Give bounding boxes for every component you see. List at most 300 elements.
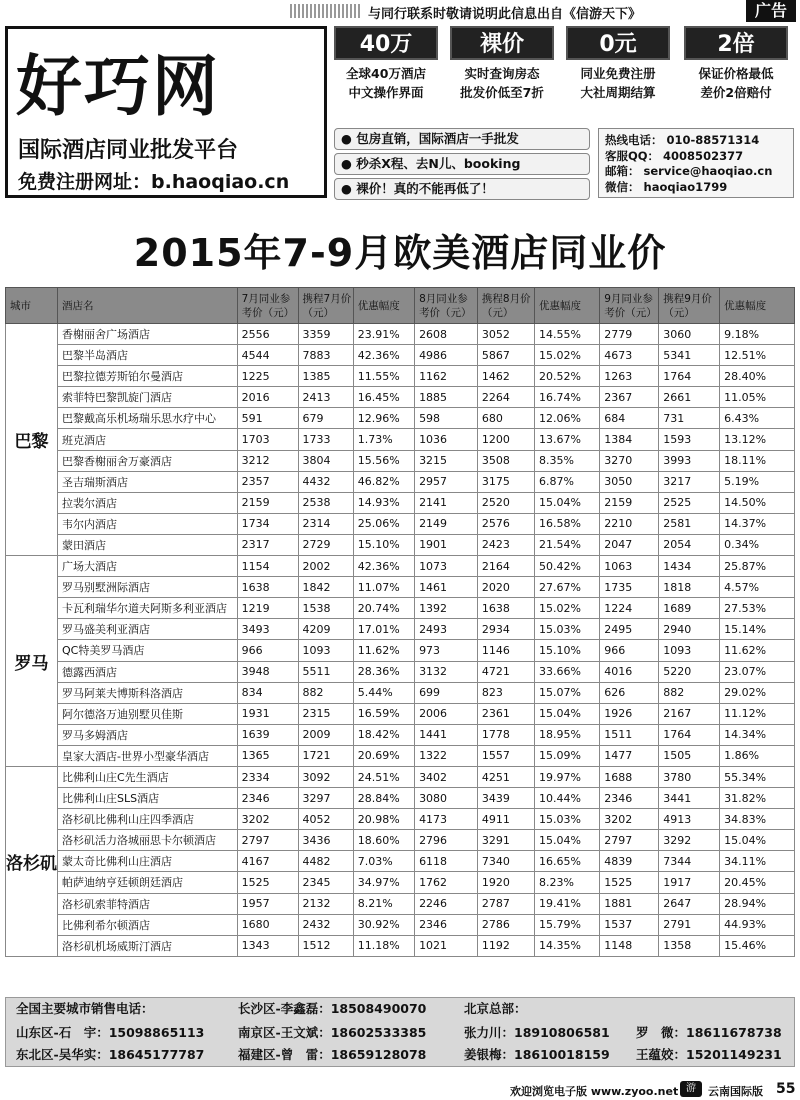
hotel-name-cell: 巴黎半岛酒店	[58, 345, 238, 366]
price-cell: 15.03%	[535, 809, 600, 830]
table-row	[6, 577, 795, 598]
price-cell: 2796	[415, 830, 478, 851]
price-cell: 2432	[298, 914, 353, 935]
hotline: 热线电话： 010-88571314	[605, 133, 760, 147]
page-title: 2015年7-9月欧美酒店同业价	[133, 231, 667, 275]
price-cell: 823	[477, 682, 534, 703]
price-cell: 2246	[415, 893, 478, 914]
column-header: 9月同业参考价（元）	[600, 288, 659, 324]
price-cell: 684	[600, 408, 659, 429]
price-cell: 5.19%	[720, 471, 795, 492]
hotel-name-cell: 德露西酒店	[58, 661, 238, 682]
price-cell: 591	[237, 408, 298, 429]
selling-point: ● 裸价！真的不能再低了！	[334, 178, 590, 200]
table-row	[6, 661, 795, 682]
price-cell: 1322	[415, 745, 478, 766]
price-cell: 28.40%	[720, 366, 795, 387]
price-cell: 3175	[477, 471, 534, 492]
hotel-name-cell: 卡瓦利瑞华尔道夫阿斯多利亚酒店	[58, 598, 238, 619]
price-cell: 1926	[600, 703, 659, 724]
price-cell: 1343	[237, 935, 298, 956]
sales-contacts	[5, 997, 795, 1067]
table-header	[6, 288, 795, 324]
hotel-price-table	[5, 287, 795, 957]
hotel-name-cell: 巴黎香榭丽舍万豪酒店	[58, 450, 238, 471]
price-cell: 3359	[298, 324, 353, 345]
price-cell: 2357	[237, 471, 298, 492]
hotel-name-cell: 比佛利山庄SLS酒店	[58, 788, 238, 809]
price-cell: 16.58%	[535, 513, 600, 534]
price-cell: 21.54%	[535, 534, 600, 555]
price-cell: 6118	[415, 851, 478, 872]
price-cell: 1148	[600, 935, 659, 956]
price-cell: 1063	[600, 556, 659, 577]
price-cell: 2016	[237, 387, 298, 408]
price-cell: 1154	[237, 556, 298, 577]
price-cell: 1.86%	[720, 745, 795, 766]
price-cell: 3202	[600, 809, 659, 830]
price-cell: 2581	[659, 513, 720, 534]
price-cell: 3493	[237, 619, 298, 640]
beijing-contact: 罗 微：18611678738	[636, 1025, 782, 1040]
price-cell: 1441	[415, 724, 478, 745]
top-banner	[0, 0, 800, 22]
feature-block	[566, 26, 670, 102]
price-cell: 3050	[600, 471, 659, 492]
city-cell: 巴黎	[6, 324, 58, 556]
price-cell: 4986	[415, 345, 478, 366]
price-cell: 12.06%	[535, 408, 600, 429]
hotel-name-cell: 罗马别墅洲际酒店	[58, 577, 238, 598]
table-row	[6, 345, 795, 366]
ad-label: 广告	[746, 0, 796, 22]
price-cell: 2413	[298, 387, 353, 408]
price-cell: 882	[298, 682, 353, 703]
table-row	[6, 598, 795, 619]
price-cell: 2314	[298, 513, 353, 534]
price-cell: 2006	[415, 703, 478, 724]
price-cell: 14.50%	[720, 492, 795, 513]
price-cell: 1920	[477, 872, 534, 893]
price-cell: 15.10%	[535, 640, 600, 661]
price-cell: 3508	[477, 450, 534, 471]
price-cell: 3132	[415, 661, 478, 682]
hotel-name-cell: 蒙田酒店	[58, 534, 238, 555]
price-cell: 2493	[415, 619, 478, 640]
price-cell: 11.18%	[353, 935, 414, 956]
price-cell: 1036	[415, 429, 478, 450]
price-cell: 1733	[298, 429, 353, 450]
price-cell: 1538	[298, 598, 353, 619]
hotel-name-cell: 洛杉矶比佛利山庄四季酒店	[58, 809, 238, 830]
price-cell: 10.44%	[535, 788, 600, 809]
price-cell: 1778	[477, 724, 534, 745]
price-cell: 3217	[659, 471, 720, 492]
feature-line: 中文操作界面	[348, 85, 424, 100]
column-header: 酒店名	[58, 288, 238, 324]
price-cell: 7344	[659, 851, 720, 872]
price-cell: 1957	[237, 893, 298, 914]
price-cell: 1762	[415, 872, 478, 893]
price-cell: 2786	[477, 914, 534, 935]
price-cell: 1392	[415, 598, 478, 619]
price-cell: 1263	[600, 366, 659, 387]
feature-line: 全球40万酒店	[346, 66, 426, 81]
price-cell: 1764	[659, 724, 720, 745]
price-cell: 2159	[600, 492, 659, 513]
price-cell: 42.36%	[353, 345, 414, 366]
price-cell: 1639	[237, 724, 298, 745]
hotel-name-cell: 广场大酒店	[58, 556, 238, 577]
table-row	[6, 408, 795, 429]
price-cell: 731	[659, 408, 720, 429]
price-cell: 4911	[477, 809, 534, 830]
price-cell: 1461	[415, 577, 478, 598]
price-cell: 15.09%	[535, 745, 600, 766]
price-cell: 2940	[659, 619, 720, 640]
price-cell: 1219	[237, 598, 298, 619]
price-cell: 11.62%	[353, 640, 414, 661]
price-cell: 1358	[659, 935, 720, 956]
table-row	[6, 830, 795, 851]
price-cell: 15.03%	[535, 619, 600, 640]
price-cell: 2346	[415, 914, 478, 935]
price-cell: 3291	[477, 830, 534, 851]
table-row	[6, 471, 795, 492]
price-cell: 11.12%	[720, 703, 795, 724]
table-row	[6, 387, 795, 408]
price-cell: 11.55%	[353, 366, 414, 387]
price-cell: 2934	[477, 619, 534, 640]
price-cell: 1365	[237, 745, 298, 766]
price-cell: 15.14%	[720, 619, 795, 640]
price-cell: 15.79%	[535, 914, 600, 935]
price-cell: 42.36%	[353, 556, 414, 577]
price-cell: 2334	[237, 766, 298, 787]
price-cell: 2054	[659, 534, 720, 555]
price-cell: 4251	[477, 766, 534, 787]
price-cell: 3441	[659, 788, 720, 809]
price-cell: 15.04%	[720, 830, 795, 851]
price-cell: 2791	[659, 914, 720, 935]
price-cell: 15.04%	[535, 830, 600, 851]
price-cell: 18.11%	[720, 450, 795, 471]
price-cell: 2132	[298, 893, 353, 914]
price-cell: 4544	[237, 345, 298, 366]
selling-point: ● 秒杀X程、去N儿、booking	[334, 153, 590, 175]
price-cell: 16.65%	[535, 851, 600, 872]
price-cell: 2149	[415, 513, 478, 534]
price-cell: 1073	[415, 556, 478, 577]
feature-line: 差价2倍赔付	[700, 85, 772, 100]
price-cell: 1225	[237, 366, 298, 387]
price-cell: 2797	[600, 830, 659, 851]
price-cell: 1525	[600, 872, 659, 893]
table-row	[6, 766, 795, 787]
page-number: 55	[776, 1081, 796, 1097]
price-cell: 11.62%	[720, 640, 795, 661]
beijing-contact: 王蕴姣：15201149231	[636, 1047, 782, 1062]
price-cell: 1735	[600, 577, 659, 598]
price-cell: 12.51%	[720, 345, 795, 366]
price-cell: 4913	[659, 809, 720, 830]
price-cell: 4209	[298, 619, 353, 640]
price-cell: 2538	[298, 492, 353, 513]
price-cell: 29.02%	[720, 682, 795, 703]
price-cell: 34.97%	[353, 872, 414, 893]
price-cell: 4167	[237, 851, 298, 872]
beijing-heading: 北京总部：	[464, 1001, 527, 1016]
price-cell: 2556	[237, 324, 298, 345]
price-cell: 2525	[659, 492, 720, 513]
price-cell: 1557	[477, 745, 534, 766]
price-cell: 1917	[659, 872, 720, 893]
price-cell: 1384	[600, 429, 659, 450]
price-cell: 2576	[477, 513, 534, 534]
price-cell: 34.83%	[720, 809, 795, 830]
price-cell: 1162	[415, 366, 478, 387]
hotel-name-cell: 巴黎拉德芳斯铂尔曼酒店	[58, 366, 238, 387]
hotel-name-cell: 阿尔德洛万迪别墅贝佳斯	[58, 703, 238, 724]
price-cell: 1385	[298, 366, 353, 387]
table-row	[6, 809, 795, 830]
contact-box	[598, 128, 794, 198]
hotel-name-cell: 帕萨迪纳亨廷顿朗廷酒店	[58, 872, 238, 893]
hotel-name-cell: 洛杉矶索菲特酒店	[58, 893, 238, 914]
price-cell: 2361	[477, 703, 534, 724]
price-cell: 1434	[659, 556, 720, 577]
price-cell: 13.67%	[535, 429, 600, 450]
price-cell: 28.94%	[720, 893, 795, 914]
price-cell: 14.34%	[720, 724, 795, 745]
price-cell: 626	[600, 682, 659, 703]
price-cell: 966	[237, 640, 298, 661]
price-cell: 3948	[237, 661, 298, 682]
hotel-name-cell: 洛杉矶机场威斯汀酒店	[58, 935, 238, 956]
column-header: 携程8月价（元）	[477, 288, 534, 324]
price-cell: 3439	[477, 788, 534, 809]
price-cell: 2647	[659, 893, 720, 914]
price-cell: 7.03%	[353, 851, 414, 872]
hotel-name-cell: 圣吉瑞斯酒店	[58, 471, 238, 492]
column-header: 7月同业参考价（元）	[237, 288, 298, 324]
price-cell: 1224	[600, 598, 659, 619]
table-row	[6, 366, 795, 387]
price-cell: 15.46%	[720, 935, 795, 956]
price-cell: 15.02%	[535, 598, 600, 619]
price-cell: 2141	[415, 492, 478, 513]
price-cell: 2787	[477, 893, 534, 914]
feature-highlight: 0元	[566, 26, 670, 60]
price-cell: 17.01%	[353, 619, 414, 640]
hotel-name-cell: 罗马盛美利亚酒店	[58, 619, 238, 640]
price-cell: 1593	[659, 429, 720, 450]
price-cell: 1537	[600, 914, 659, 935]
hotel-name-cell: 香榭丽舍广场酒店	[58, 324, 238, 345]
price-cell: 3292	[659, 830, 720, 851]
price-cell: 1505	[659, 745, 720, 766]
price-cell: 4016	[600, 661, 659, 682]
feature-line: 大社周期结算	[580, 85, 656, 100]
price-cell: 20.45%	[720, 872, 795, 893]
feature-highlight: 40万	[334, 26, 438, 60]
decorative-stripe	[290, 4, 360, 18]
price-cell: 2047	[600, 534, 659, 555]
price-cell: 4482	[298, 851, 353, 872]
price-cell: 5220	[659, 661, 720, 682]
price-cell: 5.44%	[353, 682, 414, 703]
price-cell: 1721	[298, 745, 353, 766]
price-cell: 2264	[477, 387, 534, 408]
table-row	[6, 914, 795, 935]
edition-badge: 游	[680, 1081, 702, 1097]
hotel-name-cell: 比佛利山庄C先生酒店	[58, 766, 238, 787]
selling-points	[334, 128, 590, 203]
price-cell: 966	[600, 640, 659, 661]
price-cell: 30.92%	[353, 914, 414, 935]
price-cell: 16.74%	[535, 387, 600, 408]
feature-block	[334, 26, 438, 102]
table-row	[6, 872, 795, 893]
price-cell: 3092	[298, 766, 353, 787]
website-link[interactable]: 欢迎浏览电子版 www.zyoo.net	[510, 1085, 679, 1098]
sales-contact: 长沙区-李鑫磊：18508490070	[238, 1001, 427, 1016]
hotel-name-cell: 拉裴尔酒店	[58, 492, 238, 513]
price-cell: 1192	[477, 935, 534, 956]
price-cell: 33.66%	[535, 661, 600, 682]
price-cell: 44.93%	[720, 914, 795, 935]
price-cell: 3436	[298, 830, 353, 851]
price-cell: 2164	[477, 556, 534, 577]
price-cell: 8.35%	[535, 450, 600, 471]
price-cell: 1818	[659, 577, 720, 598]
price-cell: 15.10%	[353, 534, 414, 555]
price-cell: 1021	[415, 935, 478, 956]
city-cell: 罗马	[6, 556, 58, 767]
price-cell: 2210	[600, 513, 659, 534]
price-cell: 16.59%	[353, 703, 414, 724]
price-cell: 1093	[659, 640, 720, 661]
price-cell: 14.37%	[720, 513, 795, 534]
price-cell: 13.12%	[720, 429, 795, 450]
table-row	[6, 619, 795, 640]
price-cell: 1.73%	[353, 429, 414, 450]
price-cell: 1901	[415, 534, 478, 555]
column-header: 携程9月价（元）	[659, 288, 720, 324]
price-cell: 28.84%	[353, 788, 414, 809]
price-cell: 28.36%	[353, 661, 414, 682]
feature-block	[684, 26, 788, 102]
column-header: 优惠幅度	[353, 288, 414, 324]
price-cell: 973	[415, 640, 478, 661]
price-cell: 4673	[600, 345, 659, 366]
table-row	[6, 324, 795, 345]
price-cell: 55.34%	[720, 766, 795, 787]
table-row	[6, 703, 795, 724]
table-row	[6, 640, 795, 661]
column-header: 8月同业参考价（元）	[415, 288, 478, 324]
price-cell: 1093	[298, 640, 353, 661]
price-cell: 18.95%	[535, 724, 600, 745]
price-cell: 1881	[600, 893, 659, 914]
price-cell: 27.53%	[720, 598, 795, 619]
brand-subtitle: 国际酒店同业批发平台	[18, 138, 239, 163]
column-header: 优惠幅度	[535, 288, 600, 324]
price-cell: 50.42%	[535, 556, 600, 577]
hotel-name-cell: 罗马多姆酒店	[58, 724, 238, 745]
price-cell: 2520	[477, 492, 534, 513]
sales-contact: 南京区-王文斌：18602533385	[238, 1025, 427, 1040]
table-row	[6, 935, 795, 956]
price-cell: 2957	[415, 471, 478, 492]
price-cell: 34.11%	[720, 851, 795, 872]
price-cell: 3993	[659, 450, 720, 471]
brand-box	[5, 26, 327, 198]
feature-block	[450, 26, 554, 102]
column-header: 优惠幅度	[720, 288, 795, 324]
table-row	[6, 682, 795, 703]
price-cell: 7883	[298, 345, 353, 366]
price-cell: 679	[298, 408, 353, 429]
hotel-name-cell: 洛杉矶活力洛城丽思卡尔顿酒店	[58, 830, 238, 851]
price-cell: 1931	[237, 703, 298, 724]
price-cell: 1842	[298, 577, 353, 598]
price-cell: 2002	[298, 556, 353, 577]
price-cell: 1511	[600, 724, 659, 745]
price-cell: 23.91%	[353, 324, 414, 345]
price-cell: 6.87%	[535, 471, 600, 492]
price-cell: 2159	[237, 492, 298, 513]
price-cell: 1638	[237, 577, 298, 598]
price-cell: 46.82%	[353, 471, 414, 492]
price-cell: 4432	[298, 471, 353, 492]
hotel-name-cell: 索菲特巴黎凯旋门酒店	[58, 387, 238, 408]
source-notice: 与同行联系时敬请说明此信息出自《信游天下》	[368, 7, 642, 22]
price-cell: 4173	[415, 809, 478, 830]
price-cell: 1764	[659, 366, 720, 387]
table-row	[6, 851, 795, 872]
price-cell: 4052	[298, 809, 353, 830]
price-cell: 1703	[237, 429, 298, 450]
price-cell: 25.87%	[720, 556, 795, 577]
hotel-name-cell: QC特美罗马酒店	[58, 640, 238, 661]
hotel-name-cell: 韦尔内酒店	[58, 513, 238, 534]
feature-highlight: 裸价	[450, 26, 554, 60]
sales-heading: 全国主要城市销售电话：	[16, 1001, 154, 1016]
brand-logo: 好巧网	[16, 48, 220, 125]
page-footer	[0, 1080, 800, 1100]
hotel-name-cell: 班克酒店	[58, 429, 238, 450]
price-cell: 20.69%	[353, 745, 414, 766]
price-cell: 15.02%	[535, 345, 600, 366]
table-row	[6, 893, 795, 914]
price-cell: 1146	[477, 640, 534, 661]
feature-line: 保证价格最低	[698, 66, 774, 81]
hotel-name-cell: 皇家大酒店-世界小型豪华酒店	[58, 745, 238, 766]
register-url: 免费注册网址：b.haoqiao.cn	[18, 171, 290, 193]
table-row	[6, 724, 795, 745]
price-cell: 2345	[298, 872, 353, 893]
price-cell: 4721	[477, 661, 534, 682]
price-cell: 1688	[600, 766, 659, 787]
price-cell: 3080	[415, 788, 478, 809]
table-row	[6, 450, 795, 471]
price-cell: 16.45%	[353, 387, 414, 408]
price-cell: 2495	[600, 619, 659, 640]
hotel-name-cell: 罗马阿莱夫博斯科洛酒店	[58, 682, 238, 703]
price-cell: 3060	[659, 324, 720, 345]
price-cell: 25.06%	[353, 513, 414, 534]
